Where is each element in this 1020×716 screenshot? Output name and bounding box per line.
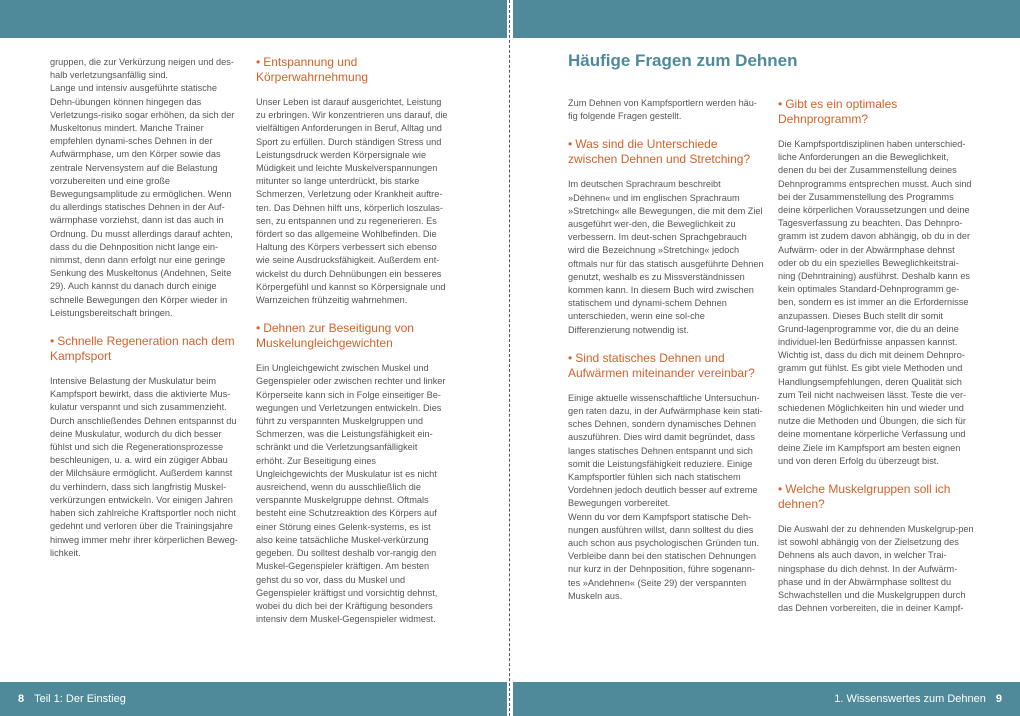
heading-text: Gibt es ein optimales Dehnprogramm? <box>778 97 898 126</box>
section-heading <box>568 137 764 167</box>
paragraph: Ein Ungleichgewicht zwischen Muskel und Gegenspieler oder zwischen rechter und linker Körperseite kann sich in Folge einseitiger Be-wegungen und Verletzungen entwickeln. Dies führt zu verspannten Muskelgruppen und Schmerzen, was die Leistungsfähigkeit ein-schränkt und die Verletzungsanfälligkeit erhöht. Zur Beseitigung eines Ungleichgewichts der Muskulatur ist es nicht ausreichend, wenn du ausschließlich die verspannte Muskelgruppe dehnst. Oftmals besteht eine Schutzreaktion des Körpers auf einer Störung eines Gelenk-systems, es ist also keine tatsächliche Muskel-verkürzung gegeben. Du solltest deshalb vor-rangig den Muskel-Gegenspieler kräftigen. Am besten gehst du so vor, dass du Muskel und Gegenspieler kräftigst und vorsichtig dehnst, wobei du dich bei der Kräftigung besonders intensiv dem Muskel-Gegenspieler widmest. <box>256 363 446 625</box>
paragraph: Die Auswahl der zu dehnenden Muskelgrup-pen ist sowohl abhängig von der Zielsetzung des Dehnens als auch davon, in welcher Trai-ningsphase du dich dehnst. In der Aufwärm-phase und in der Abwärmphase solltest du Schwachstellen und die Muskelgruppen durch das Dehnen vorbereiten, die in deiner Kampf- <box>778 524 974 614</box>
section-heading <box>256 55 448 85</box>
paragraph: Unser Leben ist darauf ausgerichtet, Leistung zu erbringen. Wir konzentrieren uns darauf, die vielfältigen Anforderungen in Beruf, Alltag und Sport zu erfüllen. Durch ständigen Stress und Leistungsdruck werden Körpersignale wie Müdigkeit und leichte Muskelverspannungen mitunter so lange unterdrückt, bis starke Schmerzen, Verletzung oder Krankheit auftre-ten. Das Dehnen hilft uns, körperlich loszulas-sen, zu entspannen und zu regenerieren. Es fördert so das allgemeine Wohlbefinden. Die Haltung des Körpers verbessert sich ebenso wie seine Ausdrucksfähigkeit. Außerdem ent-wickelst du durch Dehnübungen ein besseres Körpergefühl und kannst so Körpersignale und Warnzeichen frühzeitig wahrnehmen. <box>256 97 448 306</box>
left-page-column-2 <box>256 55 448 626</box>
heading-text: Was sind die Unterschiede zwischen Dehnen und Stretching? <box>568 137 751 167</box>
paragraph: Lange und intensiv ausgeführte statische Dehn-übungen können hingegen das Verletzungs-risiko sogar erhöhen, da sich der Muskeltonus mindert. Manche Trainer empfehlen dynami-sches Dehnen in der Aufwärmphase, um den Körper sowie das zentrale Nervensystem auf die Belastung vorzubereiten und eine große Bewegungsamplitude zu ermöglichen. Wenn du allerdings statisches Dehnen in der Auf-wärmphase vorziehst, dann ist das auch in Ordnung. Du musst allerdings darauf achten, dass du die Dehnposition nicht lange ein-nimmst, denn dann erfolgt nur eine geringe Senkung des Muskeltonus (Andehnen, Seite 29). Auch kannst du danach durch einige schnelle Bewegungen den Körper wieder in Leistungsbereitschaft bringen. <box>50 83 235 318</box>
bullet-icon: • <box>778 482 783 497</box>
paragraph: Wichtig ist, dass du dich mit deinem Dehnpro-gramm gut fühlst. Es gibt viele Methoden und Handlungsempfehlungen, deren Qualität sich zum Teil nicht nachweisen lässt. Teste die ver-schiedenen Möglichkeiten hin und wieder und nutze die Methoden und Übungen, die sich für deine momentane körperliche Verfassung und deine Ziele im Kampfsport am besten eignen und von deren Erfolg du überzeugt bist. <box>778 350 967 466</box>
left-page-column-1 <box>50 56 240 560</box>
bullet-icon: • <box>50 334 55 349</box>
footer-left <box>0 682 507 716</box>
section-heading <box>778 97 974 127</box>
paragraph: Im deutschen Sprachraum beschreibt »Dehnen« und im englischen Sprachraum »Stretching« alle Bewegungen, die mit dem Ziel ausgeführt wer-den, die Beweglichkeit zu verbessern. Im deut-schen Sprachgebrauch wird die Bezeichnung »Stretching« jedoch oftmals nur für das statisch ausgeführte Dehnen genutzt, weshalb es zu Missverständnissen kommen kann. In diesem Buch wird zwischen statischem und dynami-schem Dehnen unterschieden, wenn eine sol-che Differenzierung notwendig ist. <box>568 179 764 335</box>
heading-text: Welche Muskelgruppen soll ich dehnen? <box>778 482 951 512</box>
page-number-left: 8 <box>18 693 25 705</box>
bullet-icon: • <box>778 97 783 111</box>
footer-right <box>513 682 1020 716</box>
top-band-right <box>513 0 1020 38</box>
bullet-icon: • <box>568 350 573 365</box>
paragraph: Die Kampfsportdisziplinen haben unterschied-liche Anforderungen an die Beweglichkeit, denen du bei der Zusammenstellung deines Dehnprogramms entsprechen musst. Auch sind bei der Zusammenstellung des Programms deine körperlichen Voraussetzungen und deine Tagesverfassung zu beachten. Das Dehnpro-gramm ist zudem davon abhängig, ob du in der Aufwärm- oder in der Abwärmphase dehnst oder ob du ein spezielles Beweglichkeitstrai-ning (Dehntraining) ausführst. Deshalb kann es kein optimales Standard-Dehnprogramm ge-ben, sondern es ist immer an die Erfordernisse anzupassen. Dieses Buch stellt dir somit Grund-lagenprogramme vor, die du an deine individuel-len Bedürfnisse anpassen kannst. <box>778 139 972 348</box>
section-heading <box>256 321 448 351</box>
footer-section-right: 1. Wissenswertes zum Dehnen <box>834 693 986 705</box>
paragraph: Zum Dehnen von Kampfsportlern werden häu-fig folgende Fragen gestellt. <box>568 98 757 122</box>
heading-text: Entspannung und Körperwahrnehmung <box>256 55 369 84</box>
top-band-left <box>0 0 507 38</box>
heading-text: Schnelle Regeneration nach dem Kampfsport <box>50 334 235 364</box>
footer-section-left: Teil 1: Der Einstieg <box>34 693 126 705</box>
paragraph: Wenn du vor dem Kampfsport statische Deh-nungen ausführen willst, dann solltest du dies auch schon aus psychologischen Gründen tun. Verbleibe dann bei den statischen Dehnungen nur kurz in der Dehnposition, führe sogenann-tes »Andehnen« (Seite 29) der verspannten Muskeln aus. <box>568 511 760 601</box>
bullet-icon: • <box>256 55 261 69</box>
right-page-column-2 <box>778 97 974 616</box>
heading-text: Sind statisches Dehnen und Aufwärmen miteinander vereinbar? <box>568 350 755 380</box>
bullet-icon: • <box>568 137 573 152</box>
paragraph: Intensive Belastung der Muskulatur beim Kampfsport bewirkt, dass die aktivierte Mus-kulatur verspannt und sich zusammenzieht. Durch anschließendes Dehnen entspannst du deine Muskulatur, wodurch du dich besser fühlst und sich die Regenerationsprozesse beschleunigen, u. a. wird ein zügiger Abbau der Milchsäure ermöglicht. Außerdem kannst du verhindern, dass sich langfristig Muskel-verkürzungen entwickeln. Vor einigen Jahren haben sich zahlreiche Kraftsportler noch nicht gedehnt und verloren über die Trainingsjahre hinweg immer mehr ihrer körperlichen Beweg-lichkeit. <box>50 376 238 558</box>
paragraph: Einige aktuelle wissenschaftliche Untersuchun-gen raten dazu, in der Aufwärmphase kein stati-sches Dehnen, sondern dynamisches Dehnen auszuführen. Dies wird damit begründet, dass langes statisches Dehnen entspannt und sich somit die Leistungsfähigkeit reduziere. Einige Kampfsportler fühlen sich nach statischem Vordehnen jedoch deutlich besser auf extreme Bewegungen vorbereitet. <box>568 392 763 509</box>
page-number-right: 9 <box>995 693 1002 705</box>
heading-text: Dehnen zur Beseitigung von Muskelungleichgewichten <box>256 321 414 351</box>
right-page-column-1 <box>568 97 764 603</box>
bullet-icon: • <box>256 321 261 336</box>
paragraph: gruppen, die zur Verkürzung neigen und des-halb verletzungsanfällig sind. <box>50 57 234 81</box>
section-heading <box>778 482 974 512</box>
section-heading <box>568 351 764 381</box>
page-title: Häufige Fragen zum Dehnen <box>568 51 798 70</box>
section-heading <box>50 334 240 364</box>
page-gutter <box>509 0 510 716</box>
